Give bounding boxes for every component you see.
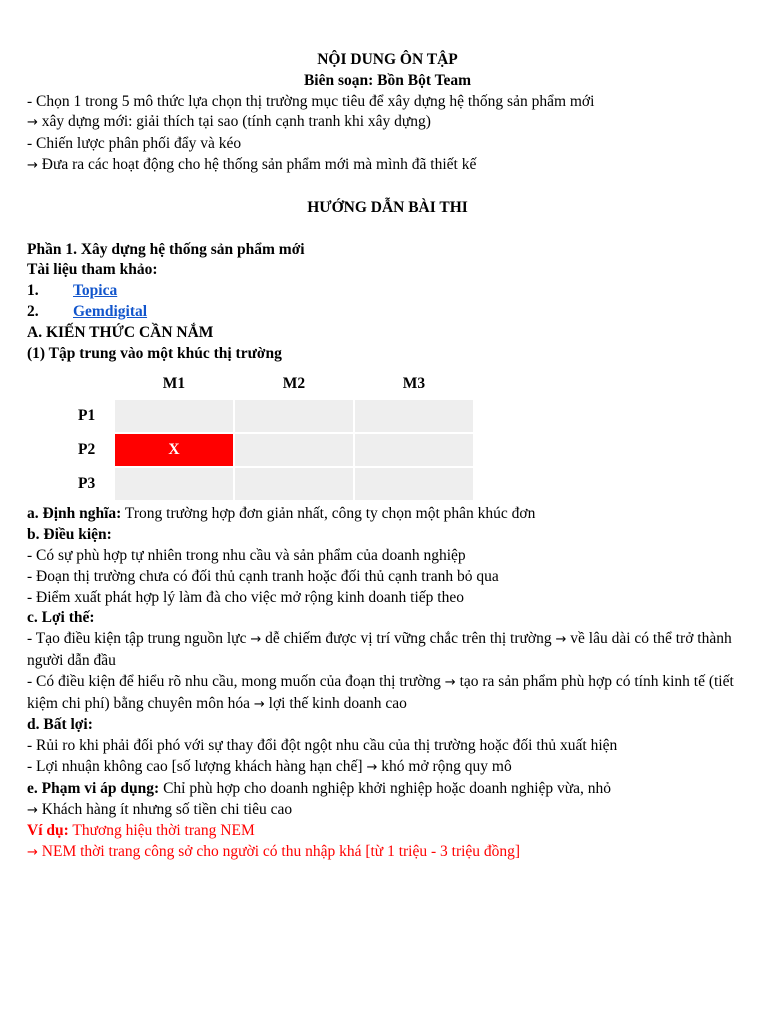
conditions-item: - Đoạn thị trường chưa có đối thủ cạnh tranh hoặc đối thủ cạnh tranh bỏ qua: [27, 567, 499, 585]
matrix-column-header: M1: [162, 374, 186, 392]
disadvantages-item: [27, 757, 748, 779]
intro-text: - Chọn 1 trong 5 mô thức lựa chọn thị trường mục tiêu để xây dựng hệ thống sản phẩm mới: [27, 92, 595, 110]
example-line: [27, 842, 748, 864]
arrow-icon: →: [366, 759, 378, 775]
conditions-item: - Có sự phù hợp tự nhiên trong nhu cầu và sản phẩm của doanh nghiệp: [27, 546, 466, 564]
conditions-item: - Điểm xuất phát hợp lý làm đà cho việc mở rộng kinh doanh tiếp theo: [27, 588, 464, 606]
reference-link-topica[interactable]: Topica: [73, 282, 118, 300]
scope-line: [27, 779, 748, 800]
matrix-row-header: P2: [78, 440, 96, 458]
matrix-row-header: P1: [78, 406, 96, 424]
disadvantages-text: khó mở rộng quy mô: [377, 757, 512, 775]
matrix-corner: [77, 370, 113, 398]
matrix-cell: [355, 400, 473, 432]
arrow-icon: →: [27, 845, 38, 861]
advantages-label: c. Lợi thế:: [27, 609, 95, 627]
doc-author: Biên soạn: Bồn Bột Team: [303, 71, 472, 89]
matrix-cell: [235, 468, 353, 500]
example-text: Thương hiệu thời trang NEM: [68, 822, 255, 840]
intro-line: [27, 92, 748, 113]
intro-text: - Chiến lược phân phối đẩy và kéo: [27, 135, 242, 153]
arrow-icon: →: [27, 157, 38, 173]
reference-link-gemdigital[interactable]: Gemdigital: [73, 302, 148, 320]
conditions-label: b. Điều kiện:: [27, 526, 112, 544]
intro-line: [27, 134, 748, 155]
example-text: NEM thời trang công sở cho người có thu nhập khá [từ 1 triệu - 3 triệu đồng]: [37, 843, 521, 861]
definition-text: Trong trường hợp đơn giản nhất, công ty chọn một phân khúc đơn: [121, 505, 536, 523]
reference-item: [27, 302, 748, 323]
advantages-text: - Có điều kiện để hiểu rõ nhu cầu, mong muốn của đoạn thị trường: [27, 672, 445, 690]
subsection-heading: (1) Tập trung vào một khúc thị trường: [27, 344, 282, 362]
part1-heading: Phần 1. Xây dựng hệ thống sản phẩm mới: [27, 240, 305, 258]
example-line: [27, 821, 748, 842]
scope-line: [27, 800, 748, 822]
scope-label: e. Phạm vi áp dụng:: [27, 779, 160, 797]
matrix-cell: [235, 434, 353, 466]
matrix-cell: [355, 468, 473, 500]
scope-text: Chỉ phù hợp cho doanh nghiệp khởi nghiệp hoặc doanh nghiệp vừa, nhỏ: [159, 779, 612, 797]
matrix-row-header: P3: [78, 474, 96, 492]
doc-title: NỘI DUNG ÔN TẬP: [317, 51, 458, 68]
matrix-column-header: M2: [282, 374, 306, 392]
scope-text: Khách hàng ít nhưng số tiền chi tiêu cao: [37, 800, 293, 818]
advantages-text: - Tạo điều kiện tập trung nguồn lực: [27, 630, 251, 648]
matrix-cell-selected: X: [115, 434, 233, 466]
matrix-column-header: M3: [402, 374, 426, 392]
intro-text: xây dựng mới: giải thích tại sao (tính cạnh tranh khi xây dựng): [41, 113, 431, 131]
advantages-text: dễ chiếm được vị trí vững chắc trên thị trường: [261, 630, 556, 648]
advantages-text: tạo ra sản phẩm phù hợp có tính kinh tế (tiết kiệm chi phí) bằng chuyên môn hóa: [27, 672, 734, 712]
matrix-cell: [115, 400, 233, 432]
definition-line: [27, 504, 748, 525]
market-matrix: [75, 368, 475, 502]
arrow-icon: →: [253, 696, 265, 712]
refs-label: Tài liệu tham khảo:: [27, 261, 158, 279]
intro-line: [27, 112, 748, 134]
disadvantages-label: d. Bất lợi:: [27, 716, 93, 734]
reference-number: 1.: [27, 282, 39, 300]
intro-text: Đưa ra các hoạt động cho hệ thống sản phẩm mới mà mình đã thiết kế: [41, 155, 477, 173]
advantages-item: [27, 672, 748, 716]
reference-number: 2.: [27, 302, 39, 320]
disadvantages-text: - Lợi nhuận không cao [số lượng khách hàng hạn chế]: [27, 757, 367, 775]
matrix-cell: [115, 468, 233, 500]
example-label: Ví dụ:: [27, 822, 69, 840]
disadvantages-item: - Rủi ro khi phải đối phó với sự thay đổi đột ngột nhu cầu của thị trường hoặc đối thủ xuất hiện: [27, 737, 618, 755]
advantages-item: [27, 629, 748, 672]
arrow-icon: →: [27, 115, 38, 131]
matrix-cell: [355, 434, 473, 466]
arrow-icon: →: [250, 632, 262, 648]
reference-item: [27, 281, 748, 302]
intro-line: [27, 155, 748, 177]
advantages-text: lợi thế kinh doanh cao: [264, 694, 407, 712]
arrow-icon: →: [555, 632, 567, 648]
section-a-heading: A. KIẾN THỨC CẦN NẮM: [27, 323, 214, 341]
arrow-icon: →: [27, 802, 38, 818]
matrix-cell: [235, 400, 353, 432]
arrow-icon: →: [444, 674, 456, 690]
guide-title: HƯỚNG DẪN BÀI THI: [307, 198, 468, 216]
advantages-text: về lâu dài có thể trở thành người dẫn đầu: [27, 630, 732, 669]
definition-label: a. Định nghĩa:: [27, 505, 122, 523]
